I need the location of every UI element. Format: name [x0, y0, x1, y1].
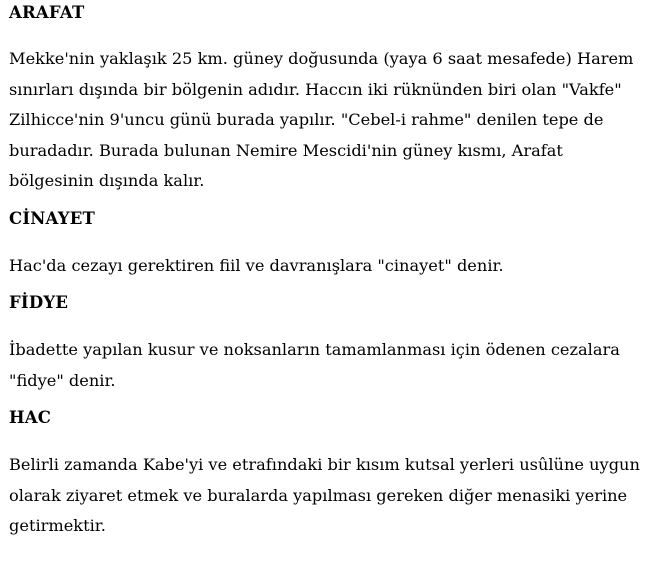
glossary-entry-fidye	[9, 293, 656, 396]
term-heading: FİDYE	[9, 293, 69, 312]
glossary-entry-cinayet	[9, 209, 656, 282]
term-definition: Hac'da cezayı gerektiren fiil ve davranışlara "cinayet" denir.	[9, 255, 504, 275]
term-definition: Mekke'nin yaklaşık 25 km. güney doğusunda (yaya 6 saat mesafede) Harem sınırları dışında bir bölgenin adıdır. Haccın iki rüknünden biri olan "Vakfe" Zilhicce'nin 9'uncu günü burada yapılır. "Cebel-i rahme" denilen tepe de buradadır. Burada bulunan Nemire Mescidi'nin güney kısmı, Arafat bölgesinin dışında kalır.	[9, 49, 634, 190]
term-definition: İbadette yapılan kusur ve noksanların tamamlanması için ödenen cezalara "fidye" denir.	[9, 340, 620, 390]
term-heading: CİNAYET	[9, 208, 95, 228]
term-definition: Belirli zamanda Kabe'yi ve etrafındaki bir kısım kutsal yerleri usûlüne uygun olarak ziyaret etmek ve buralarda yapılması gereken diğer menasiki yerine getirmektir.	[9, 455, 640, 535]
glossary-entry-hac	[9, 408, 656, 542]
term-heading: HAC	[9, 408, 52, 427]
glossary-entry-arafat	[9, 0, 656, 197]
term-heading: ARAFAT	[9, 3, 85, 22]
